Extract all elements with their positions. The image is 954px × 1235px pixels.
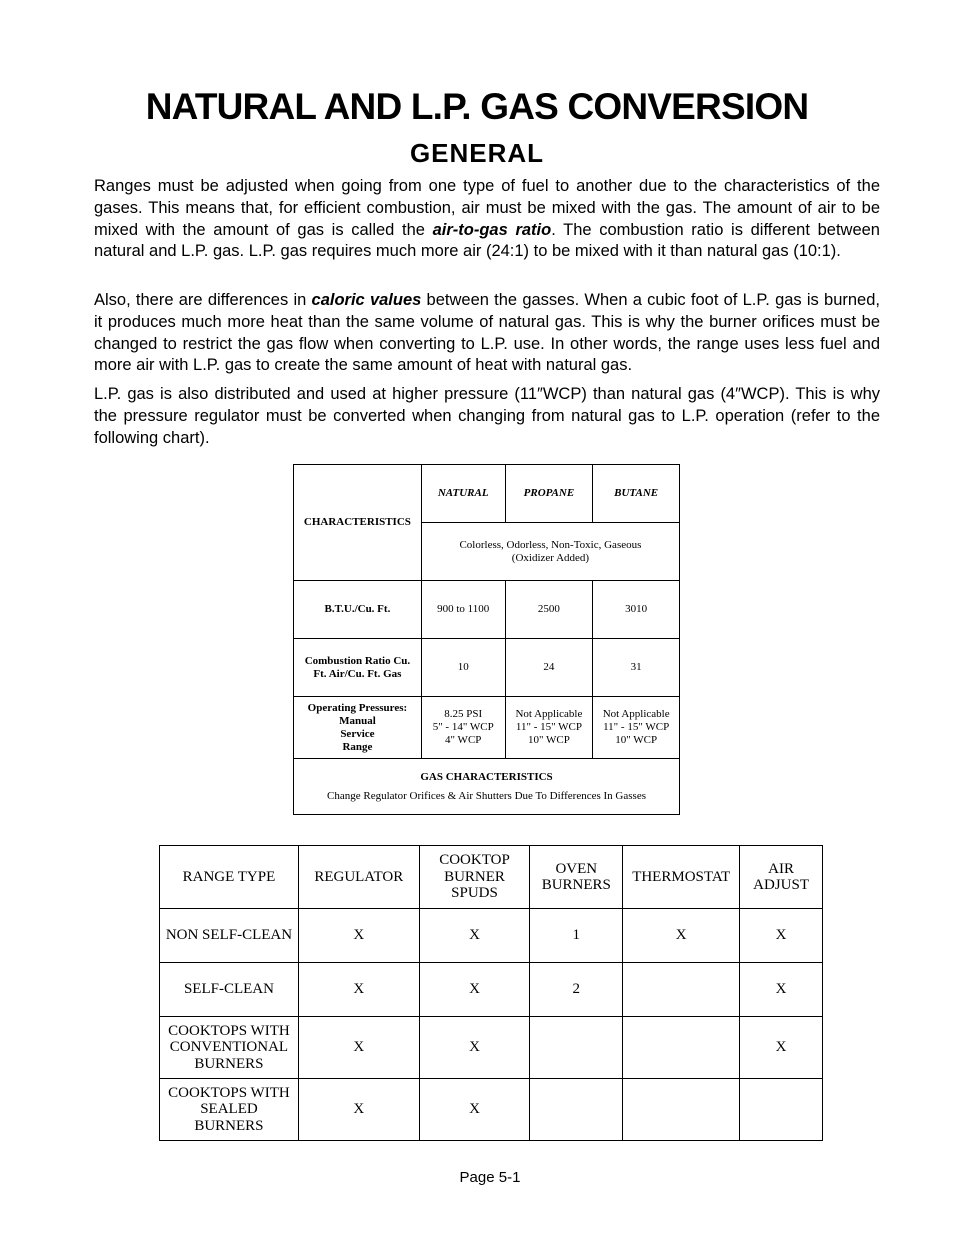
pressures-label [294,697,422,759]
paragraph-text: Also, there are differences in [94,291,312,309]
paragraph-pressure: L.P. gas is also distributed and used at higher pressure (11″WCP) than natural gas (4″WCP). This is why the pressure regulator must be converted when changing from natural gas to L.P. operation (refer to the following chart). [94,385,880,447]
table-cell: X [298,1017,419,1079]
header-propane: PROPANE [505,465,593,523]
table-cell: X [298,909,419,963]
value-line: 10" WCP [615,734,658,746]
gas-characteristics-note [294,759,680,815]
label-line: Combustion Ratio Cu. [304,654,411,667]
table-row [160,1079,823,1141]
btu-butane: 3010 [593,581,680,639]
header-line: BURNERS [541,877,611,893]
value-line: 11" - 15" WCP [603,721,670,733]
range-type-line: SELF-CLEAN [183,981,274,998]
gas-characteristics-text: Change Regulator Orifices & Air Shutters Due To Differences In Gasses [327,789,646,802]
header-range-type [160,846,299,909]
page-number: Page 5-1 [459,1169,521,1186]
header-thermostat [623,846,740,909]
header-line: BURNER [444,868,505,885]
table-cell: 2 [530,963,623,1017]
header-air-adjust [740,846,823,909]
range-type-line: COOKTOPS WITH [168,1022,290,1039]
table-cell [623,963,740,1017]
characteristics-label: CHARACTERISTICS [294,465,422,581]
combustion-natural: 10 [421,639,505,697]
value-line: 10" WCP [527,734,570,746]
pressures-propane [505,697,593,759]
table-cell: X [419,963,530,1017]
combustion-butane: 31 [593,639,680,697]
table-cell [623,1017,740,1079]
label-line: Range [342,740,373,753]
table-cell [530,1017,623,1079]
header-regulator [298,846,419,909]
btu-propane: 2500 [505,581,593,639]
combustion-label [294,639,422,697]
table-cell: X [623,909,740,963]
header-line: RANGE TYPE [182,868,276,885]
header-line: AIR [768,860,794,877]
btu-natural: 900 to 1100 [421,581,505,639]
emphasis-term: caloric values [311,291,422,309]
emphasis-term: air-to-gas ratio [432,220,552,239]
value-line: 8.25 PSI [444,708,483,720]
range-type-line: COOKTOPS WITH [168,1084,290,1101]
header-line: COOKTOP [439,852,510,869]
table-cell: X [298,1079,419,1141]
header-line: SPUDS [451,885,498,902]
label-line: Operating Pressures: [307,701,408,714]
header-line: ADJUST [753,877,809,893]
header-natural: NATURAL [421,465,505,523]
table-cell: X [740,963,823,1017]
table-cell: 1 [530,909,623,963]
range-type-cell [160,1017,299,1079]
gas-characteristics-table [293,464,680,815]
range-type-line: BURNERS [194,1117,264,1134]
gas-characteristics-title: GAS CHARACTERISTICS [420,770,553,783]
value-line: 4" WCP [445,734,482,746]
label-line: Service [340,727,375,740]
table-cell: X [740,1017,823,1079]
range-type-line: SEALED [200,1101,258,1118]
description-cell [421,523,679,581]
pressures-natural [421,697,505,759]
paragraph-air-to-gas [94,176,880,263]
description-line: Colorless, Odorless, Non-Toxic, Gaseous [459,538,642,551]
paragraph-text: between the gasses. When a cubic foot of L.P. gas is burned, it produces much more heat than the same volume of natural gas. This is why the burner orifices must be changed to restrict the gas flow when converting to L.P. use. In other words, the range uses less fuel and more air with L.P. gas to create the same amount of heat with natural gas. [94,291,880,375]
btu-label: B.T.U./Cu. Ft. [294,581,422,639]
range-conversion-table [159,845,823,1141]
table-cell [740,1079,823,1141]
value-line: Not Applicable [602,708,670,720]
header-line: OVEN [555,860,598,877]
value-line: 5" - 14" WCP [432,721,494,733]
table-cell: X [740,909,823,963]
paragraph-text: Ranges must be adjusted when going from one type of fuel to another due to the characteristics of the gases. This means that, for efficient combustion, air must be mixed with the gas. The amount of air to be mixed with the amount of gas is called the [94,177,880,239]
value-line: 11" - 15" WCP [515,721,582,733]
range-type-cell [160,1079,299,1141]
table-cell [530,1079,623,1141]
table-row [160,963,823,1017]
table-cell: X [419,909,530,963]
range-table-body [160,846,823,1141]
pressures-butane [593,697,680,759]
table-row [160,1017,823,1079]
table-row [160,909,823,963]
range-type-cell [160,909,299,963]
description-line: (Oxidizer Added) [511,551,590,564]
header-butane: BUTANE [593,465,680,523]
table-cell [623,1079,740,1141]
paragraph-caloric-values [94,290,880,377]
label-line: Manual [339,714,376,727]
range-type-line: NON SELF-CLEAN [165,927,293,944]
header-oven-burners [530,846,623,909]
header-line: REGULATOR [314,868,404,885]
table-cell: X [419,1079,530,1141]
header-cooktop-burner-spuds [419,846,530,909]
table-cell: X [298,963,419,1017]
range-type-cell [160,963,299,1017]
value-line: Not Applicable [515,708,583,720]
table-header-row [160,846,823,909]
page-title: NATURAL AND L.P. GAS CONVERSION [145,86,809,127]
paragraph-text: . The combustion ratio is different between natural and L.P. gas. L.P. gas requires much more air (24:1) to be mixed with it than natural gas (10:1). [94,220,880,261]
range-type-line: CONVENTIONAL [169,1039,289,1056]
section-heading: GENERAL [409,138,545,168]
range-type-line: BURNERS [194,1055,264,1072]
table-cell: X [419,1017,530,1079]
header-line: THERMOSTAT [632,868,731,885]
label-line: Ft. Air/Cu. Ft. Gas [313,667,402,680]
combustion-propane: 24 [505,639,593,697]
